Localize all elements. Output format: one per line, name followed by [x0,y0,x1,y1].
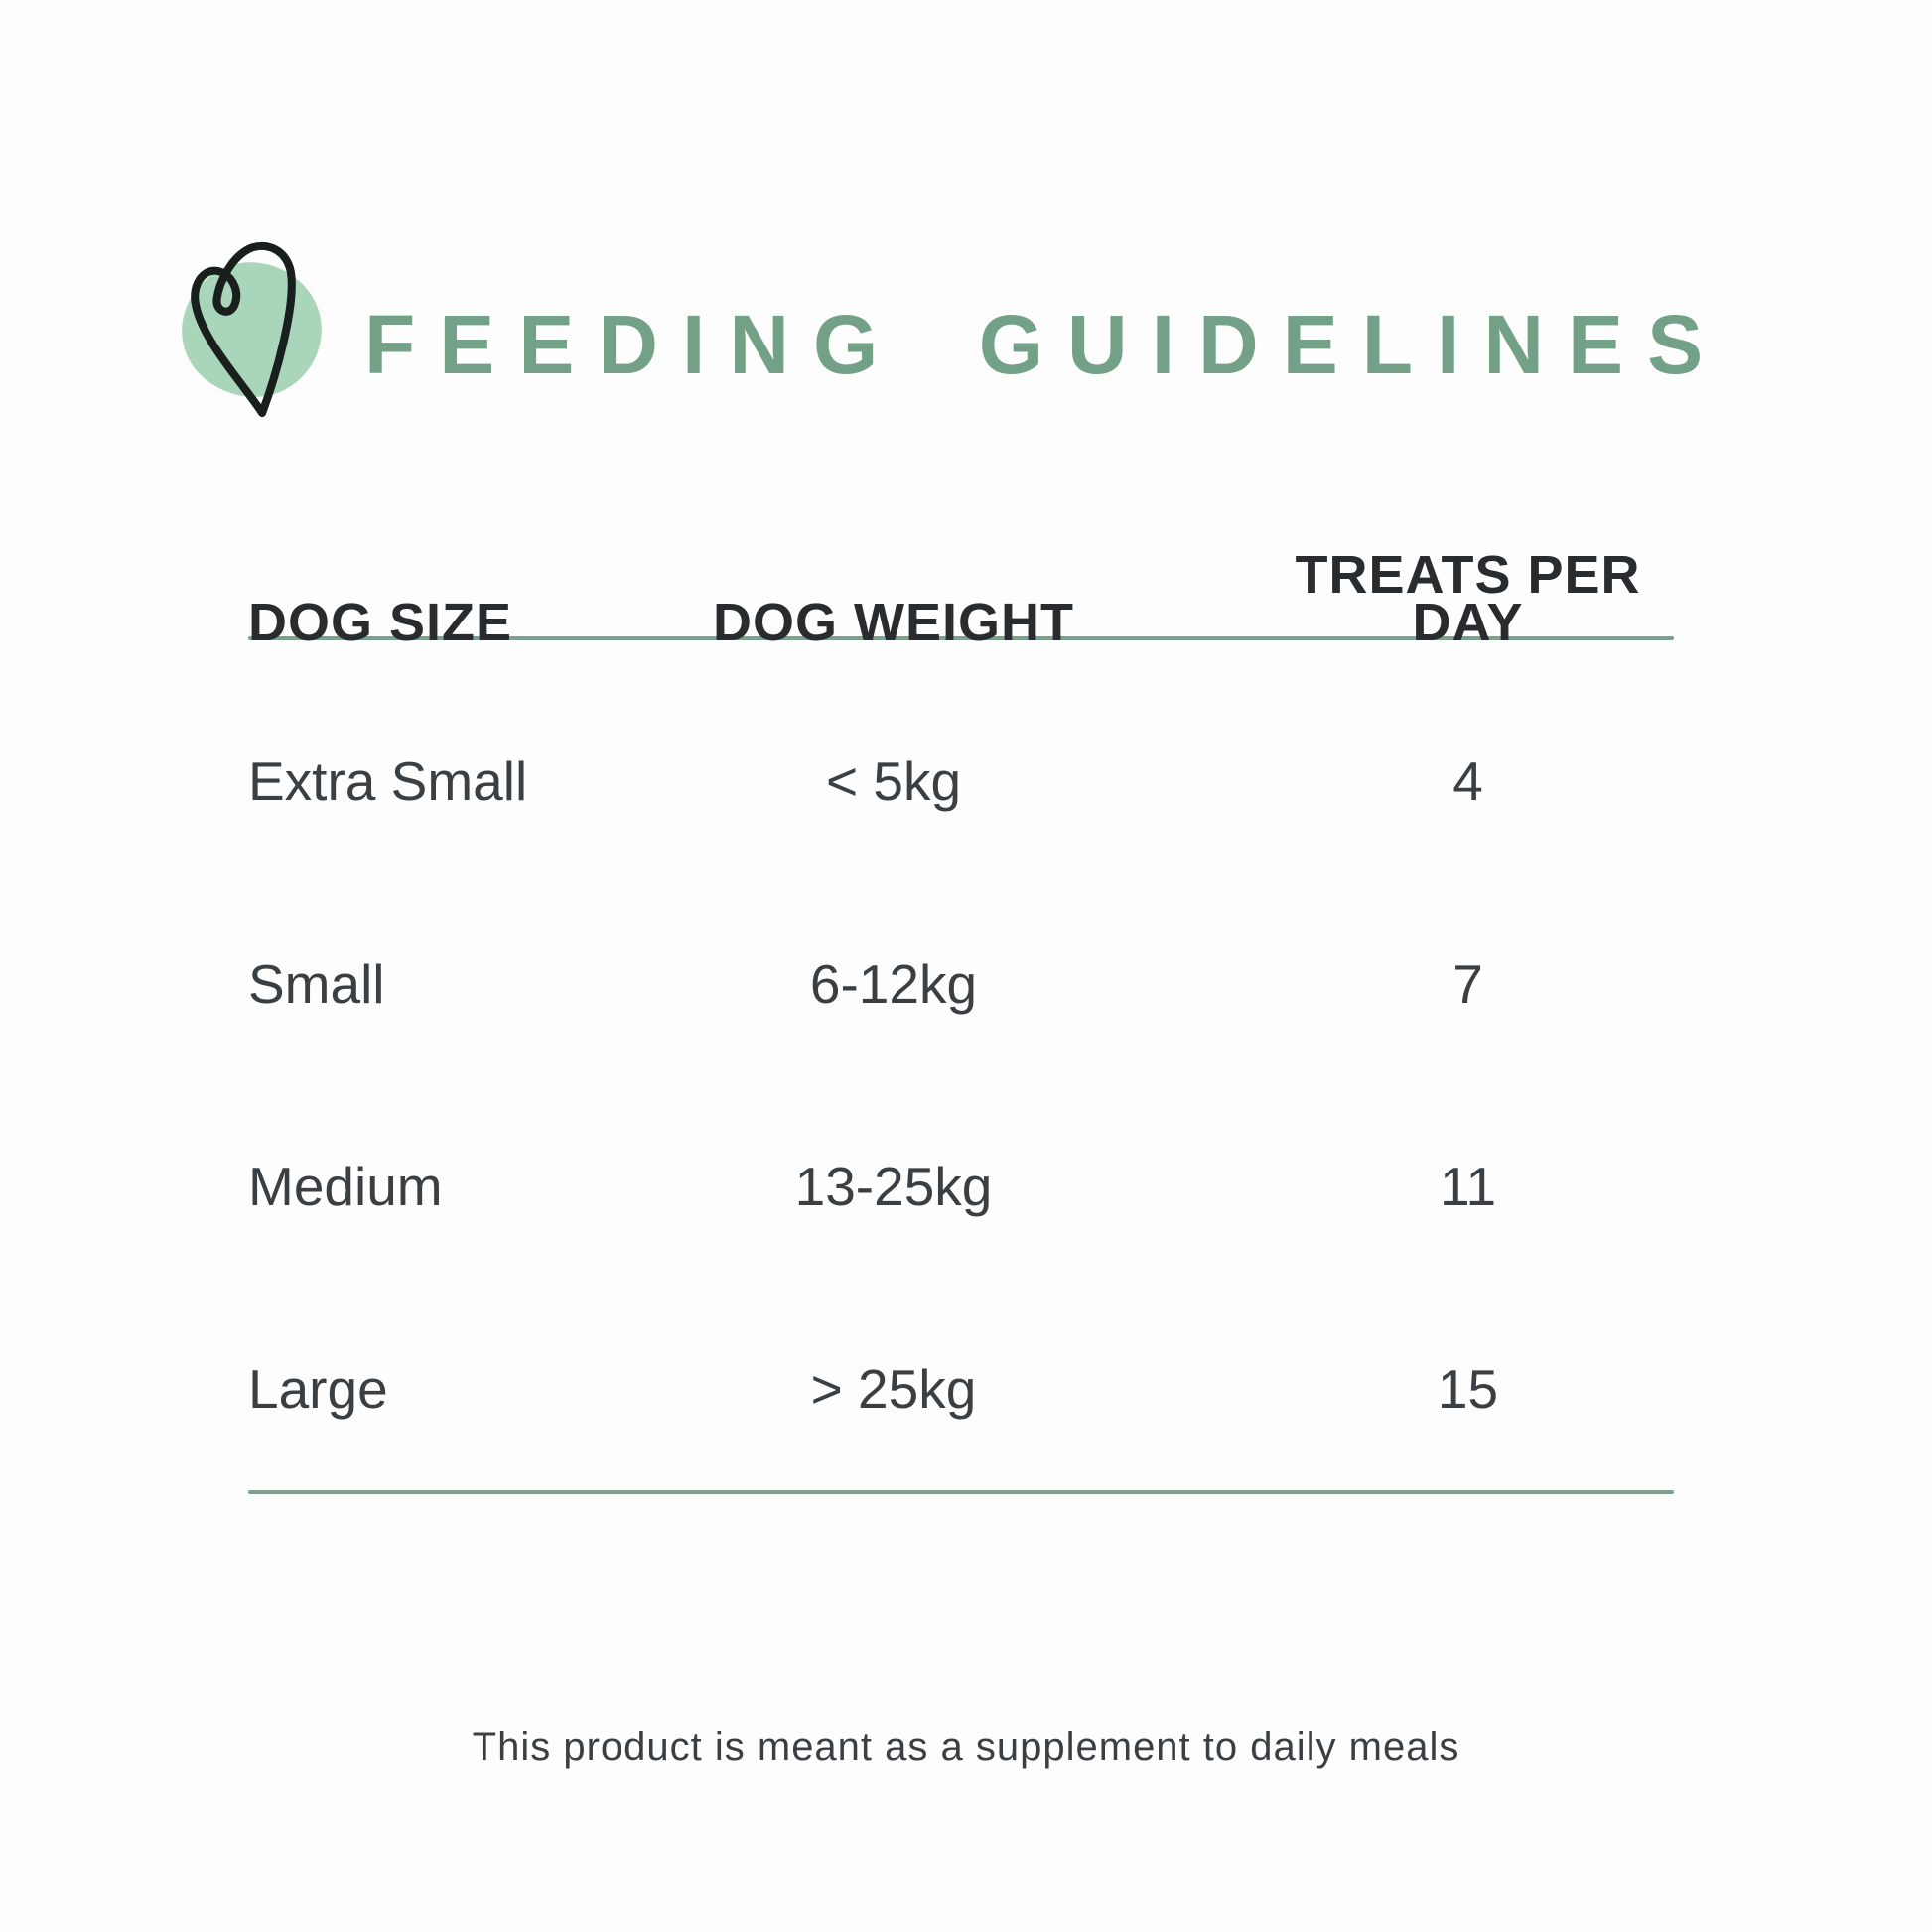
heart-scribble-icon [177,236,328,417]
table-row-extra-small [248,680,1674,883]
page-title: FEEDING GUIDELINES [364,298,1727,391]
treats-value: 7 [1452,953,1483,1015]
column-header-dog-weight: DOG WEIGHT [713,593,1074,652]
treats-value: 11 [1439,1156,1497,1217]
dog-weight-value: 6-12kg [809,953,978,1015]
dog-weight-value: < 5kg [825,751,962,812]
table-row-large [248,1288,1674,1490]
dog-size-value: Extra Small [248,751,528,812]
dog-size-value: Large [248,1358,388,1420]
treats-value: 4 [1452,751,1483,812]
table-header-row [248,545,1674,652]
column-header-treats-per-day: TREATS PER DAY [1295,545,1641,652]
supplement-note: This product is meant as a supplement to daily meals [472,1725,1460,1769]
dog-weight-value: 13-25kg [794,1156,993,1217]
dog-size-value: Medium [248,1156,443,1217]
column-header-dog-size: DOG SIZE [248,593,513,652]
treats-value: 15 [1437,1358,1499,1420]
table-bottom-rule [248,1490,1674,1494]
table-row-medium [248,1085,1674,1288]
dog-weight-value: > 25kg [810,1358,977,1420]
dog-size-value: Small [248,953,385,1015]
table-body [248,640,1674,1490]
feeding-table [248,545,1674,1494]
table-row-small [248,883,1674,1085]
heart-scribble-svg [177,236,328,417]
